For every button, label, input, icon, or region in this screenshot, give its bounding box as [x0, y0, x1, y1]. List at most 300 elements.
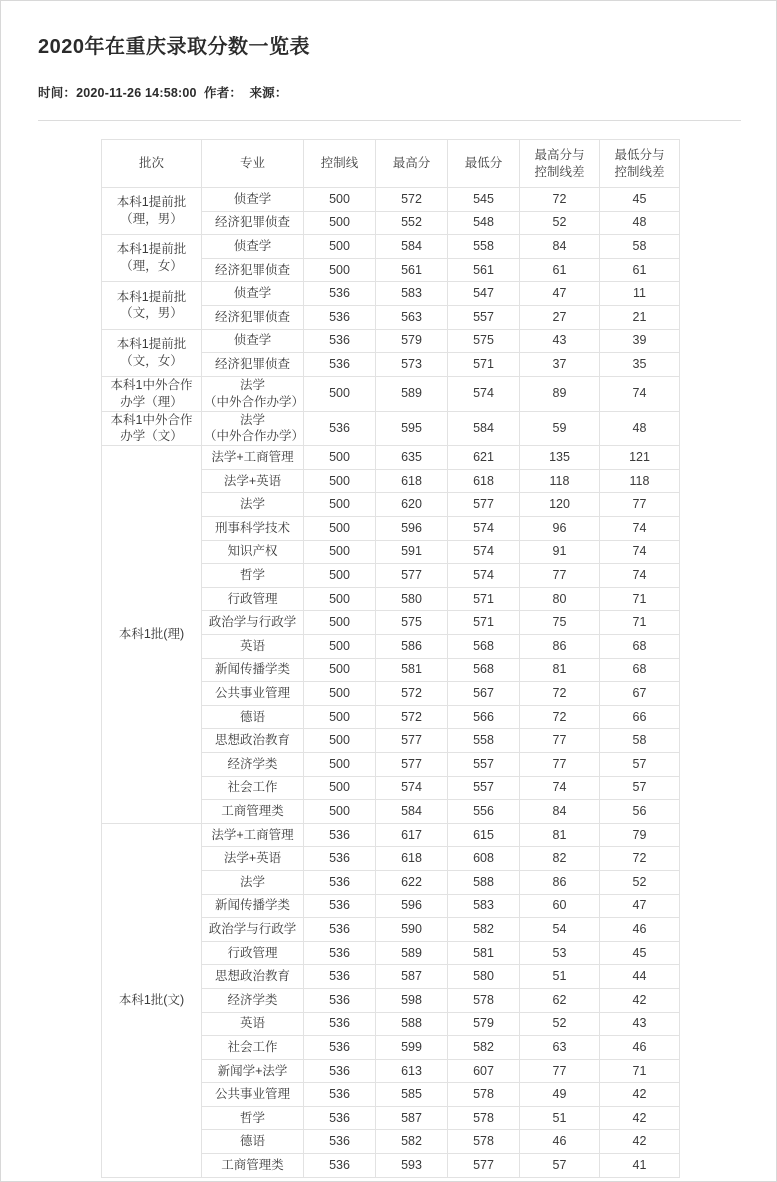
cell-min-score: 578	[448, 988, 520, 1012]
cell-min-score: 578	[448, 1106, 520, 1130]
cell-min-score: 548	[448, 211, 520, 235]
major-line: 经济犯罪侦查	[214, 309, 290, 324]
cell-min-score: 561	[448, 258, 520, 282]
cell-max-score: 620	[376, 493, 448, 517]
cell-max-diff: 63	[520, 1036, 600, 1060]
cell-max-diff: 53	[520, 941, 600, 965]
major-cell	[202, 282, 304, 306]
cell-min-score: 607	[448, 1059, 520, 1083]
cell-control-line: 500	[304, 446, 376, 470]
cell-min-score: 577	[448, 1154, 520, 1178]
cell-control-line: 536	[304, 305, 376, 329]
column-header-min_score	[448, 140, 520, 188]
cell-max-score: 588	[376, 1012, 448, 1036]
cell-min-diff: 74	[600, 564, 680, 588]
cell-min-score: 578	[448, 1083, 520, 1107]
cell-min-score: 618	[448, 469, 520, 493]
major-cell	[202, 705, 304, 729]
cell-max-score: 596	[376, 517, 448, 541]
cell-control-line: 536	[304, 1012, 376, 1036]
cell-min-diff: 39	[600, 329, 680, 353]
cell-min-diff: 74	[600, 517, 680, 541]
cell-min-score: 574	[448, 376, 520, 411]
cell-min-diff: 35	[600, 353, 680, 377]
cell-min-score: 558	[448, 729, 520, 753]
batch-line: 本科1中外合作	[110, 377, 193, 392]
cell-max-score: 591	[376, 540, 448, 564]
column-header-line: 批次	[138, 156, 164, 171]
table-row	[102, 188, 680, 212]
major-cell	[202, 1083, 304, 1107]
major-cell	[202, 211, 304, 235]
cell-max-diff: 43	[520, 329, 600, 353]
cell-min-diff: 57	[600, 752, 680, 776]
cell-min-score: 571	[448, 587, 520, 611]
cell-min-diff: 79	[600, 823, 680, 847]
major-line: 刑事科学技术	[214, 520, 290, 535]
cell-min-diff: 71	[600, 587, 680, 611]
cell-max-score: 575	[376, 611, 448, 635]
cell-max-diff: 59	[520, 411, 600, 446]
cell-min-diff: 74	[600, 376, 680, 411]
major-line: 政治学与行政学	[208, 921, 297, 936]
table-row	[102, 282, 680, 306]
cell-min-score: 581	[448, 941, 520, 965]
major-cell	[202, 988, 304, 1012]
cell-max-diff: 84	[520, 235, 600, 259]
cell-max-score: 584	[376, 235, 448, 259]
cell-min-score: 571	[448, 353, 520, 377]
major-cell	[202, 965, 304, 989]
cell-max-score: 598	[376, 988, 448, 1012]
batch-line: 办学（理）	[120, 394, 183, 409]
table-header	[102, 140, 680, 188]
cell-min-score: 556	[448, 800, 520, 824]
major-line: 法学+工商管理	[211, 827, 294, 842]
batch-line: 本科1批(文)	[118, 992, 185, 1007]
cell-max-diff: 52	[520, 211, 600, 235]
cell-max-score: 561	[376, 258, 448, 282]
cell-control-line: 500	[304, 587, 376, 611]
cell-max-diff: 37	[520, 353, 600, 377]
major-line: 侦查学	[233, 191, 272, 206]
batch-line: 办学（文）	[120, 429, 183, 444]
major-line: 法学	[239, 377, 265, 392]
batch-line: 本科1提前批	[116, 289, 187, 304]
cell-min-diff: 42	[600, 1130, 680, 1154]
cell-max-score: 590	[376, 918, 448, 942]
cell-min-score: 566	[448, 705, 520, 729]
cell-control-line: 536	[304, 847, 376, 871]
cell-min-diff: 121	[600, 446, 680, 470]
cell-min-diff: 72	[600, 847, 680, 871]
major-cell	[202, 729, 304, 753]
cell-control-line: 500	[304, 729, 376, 753]
cell-control-line: 500	[304, 776, 376, 800]
major-line: 法学	[239, 874, 265, 889]
batch-cell	[102, 329, 202, 376]
major-line: 社会工作	[227, 780, 278, 795]
cell-max-diff: 120	[520, 493, 600, 517]
cell-max-score: 577	[376, 752, 448, 776]
table-row	[102, 235, 680, 259]
cell-max-score: 589	[376, 941, 448, 965]
major-line: 新闻传播学类	[214, 898, 290, 913]
cell-max-diff: 62	[520, 988, 600, 1012]
major-line: 思想政治教育	[214, 969, 290, 984]
cell-max-diff: 57	[520, 1154, 600, 1178]
major-line: 侦查学	[233, 333, 272, 348]
table-row	[102, 329, 680, 353]
batch-line: 本科1批(理)	[118, 627, 185, 642]
batch-line: 本科1中外合作	[110, 412, 193, 427]
batch-line: 本科1提前批	[116, 336, 187, 351]
cell-min-diff: 42	[600, 1083, 680, 1107]
major-cell	[202, 305, 304, 329]
major-cell	[202, 658, 304, 682]
major-cell	[202, 376, 304, 411]
major-cell	[202, 353, 304, 377]
cell-min-diff: 42	[600, 988, 680, 1012]
cell-max-score: 579	[376, 329, 448, 353]
cell-control-line: 536	[304, 329, 376, 353]
batch-line: （理，女）	[120, 259, 183, 274]
major-line: （中外合作办学）	[204, 394, 305, 409]
major-cell	[202, 1036, 304, 1060]
cell-control-line: 536	[304, 894, 376, 918]
major-cell	[202, 258, 304, 282]
cell-max-score: 593	[376, 1154, 448, 1178]
cell-max-diff: 77	[520, 729, 600, 753]
cell-min-score: 574	[448, 517, 520, 541]
cell-max-score: 585	[376, 1083, 448, 1107]
batch-cell	[102, 823, 202, 1177]
major-cell	[202, 1012, 304, 1036]
table-header-row	[102, 140, 680, 188]
cell-control-line: 536	[304, 1036, 376, 1060]
cell-control-line: 500	[304, 376, 376, 411]
cell-max-diff: 49	[520, 1083, 600, 1107]
major-line: 知识产权	[227, 544, 278, 559]
column-header-max_score	[376, 140, 448, 188]
cell-control-line: 500	[304, 517, 376, 541]
cell-min-diff: 57	[600, 776, 680, 800]
major-line: 新闻学+法学	[217, 1063, 288, 1078]
cell-min-diff: 61	[600, 258, 680, 282]
cell-control-line: 536	[304, 1154, 376, 1178]
major-cell	[202, 752, 304, 776]
column-header-line: 专业	[239, 156, 265, 171]
cell-max-diff: 77	[520, 564, 600, 588]
cell-control-line: 500	[304, 564, 376, 588]
batch-cell	[102, 411, 202, 446]
cell-min-diff: 45	[600, 188, 680, 212]
cell-max-score: 577	[376, 729, 448, 753]
column-header-line: 最低分与	[614, 147, 665, 162]
major-cell	[202, 776, 304, 800]
column-header-major	[202, 140, 304, 188]
major-line: 经济犯罪侦查	[214, 215, 290, 230]
major-line: 公共事业管理	[214, 1087, 290, 1102]
major-cell	[202, 847, 304, 871]
cell-min-diff: 118	[600, 469, 680, 493]
cell-max-diff: 86	[520, 635, 600, 659]
cell-max-diff: 54	[520, 918, 600, 942]
cell-control-line: 500	[304, 611, 376, 635]
cell-max-score: 589	[376, 376, 448, 411]
batch-line: （理，男）	[120, 212, 183, 227]
major-line: 思想政治教育	[214, 733, 290, 748]
column-header-batch	[102, 140, 202, 188]
major-line: 经济学类	[227, 992, 278, 1007]
cell-max-diff: 81	[520, 823, 600, 847]
cell-max-diff: 52	[520, 1012, 600, 1036]
cell-max-score: 596	[376, 894, 448, 918]
cell-min-diff: 56	[600, 800, 680, 824]
major-cell	[202, 564, 304, 588]
table-row	[102, 446, 680, 470]
cell-min-score: 575	[448, 329, 520, 353]
major-cell	[202, 941, 304, 965]
cell-max-score: 583	[376, 282, 448, 306]
major-line: 行政管理	[227, 591, 278, 606]
cell-max-diff: 77	[520, 752, 600, 776]
column-header-min_diff	[600, 140, 680, 188]
major-line: 经济犯罪侦查	[214, 357, 290, 372]
major-line: （中外合作办学）	[204, 429, 305, 444]
cell-max-score: 572	[376, 705, 448, 729]
cell-max-diff: 89	[520, 376, 600, 411]
cell-max-score: 582	[376, 1130, 448, 1154]
cell-max-diff: 60	[520, 894, 600, 918]
cell-max-diff: 135	[520, 446, 600, 470]
cell-min-diff: 48	[600, 411, 680, 446]
cell-max-score: 635	[376, 446, 448, 470]
major-line: 经济学类	[227, 756, 278, 771]
major-line: 哲学	[239, 568, 265, 583]
cell-control-line: 536	[304, 411, 376, 446]
cell-min-score: 584	[448, 411, 520, 446]
major-line: 法学+英语	[223, 851, 282, 866]
score-table-wrap	[38, 139, 739, 1178]
major-line: 侦查学	[233, 239, 272, 254]
cell-min-score: 583	[448, 894, 520, 918]
cell-max-diff: 27	[520, 305, 600, 329]
table-row	[102, 376, 680, 411]
cell-max-score: 572	[376, 188, 448, 212]
cell-control-line: 536	[304, 353, 376, 377]
cell-min-diff: 58	[600, 235, 680, 259]
cell-max-score: 572	[376, 682, 448, 706]
major-line: 德语	[239, 1134, 265, 1149]
cell-max-score: 587	[376, 965, 448, 989]
major-cell	[202, 1154, 304, 1178]
table-row	[102, 411, 680, 446]
cell-max-score: 563	[376, 305, 448, 329]
cell-min-score: 608	[448, 847, 520, 871]
cell-max-diff: 51	[520, 1106, 600, 1130]
cell-max-diff: 47	[520, 282, 600, 306]
major-line: 政治学与行政学	[208, 615, 297, 630]
cell-control-line: 536	[304, 965, 376, 989]
major-cell	[202, 1130, 304, 1154]
cell-min-diff: 43	[600, 1012, 680, 1036]
cell-min-diff: 48	[600, 211, 680, 235]
cell-min-score: 582	[448, 918, 520, 942]
cell-max-score: 622	[376, 870, 448, 894]
major-line: 法学	[239, 412, 265, 427]
cell-min-diff: 44	[600, 965, 680, 989]
cell-min-diff: 46	[600, 918, 680, 942]
cell-control-line: 500	[304, 800, 376, 824]
cell-min-score: 557	[448, 776, 520, 800]
cell-min-score: 547	[448, 282, 520, 306]
column-header-line: 控制线	[320, 156, 359, 171]
cell-min-score: 588	[448, 870, 520, 894]
cell-control-line: 536	[304, 941, 376, 965]
major-line: 侦查学	[233, 286, 272, 301]
batch-line: （文，女）	[120, 353, 183, 368]
cell-max-score: 552	[376, 211, 448, 235]
major-cell	[202, 517, 304, 541]
cell-min-score: 579	[448, 1012, 520, 1036]
cell-control-line: 500	[304, 705, 376, 729]
major-cell	[202, 682, 304, 706]
cell-min-score: 557	[448, 752, 520, 776]
cell-min-diff: 66	[600, 705, 680, 729]
cell-max-score: 584	[376, 800, 448, 824]
header-divider	[38, 120, 741, 121]
cell-min-diff: 68	[600, 635, 680, 659]
major-cell	[202, 635, 304, 659]
cell-max-diff: 51	[520, 965, 600, 989]
cell-min-score: 568	[448, 658, 520, 682]
cell-min-score: 557	[448, 305, 520, 329]
cell-min-diff: 46	[600, 1036, 680, 1060]
cell-min-score: 580	[448, 965, 520, 989]
table-row	[102, 823, 680, 847]
cell-max-score: 599	[376, 1036, 448, 1060]
cell-min-diff: 45	[600, 941, 680, 965]
cell-min-diff: 77	[600, 493, 680, 517]
cell-min-score: 577	[448, 493, 520, 517]
cell-max-diff: 82	[520, 847, 600, 871]
major-cell	[202, 540, 304, 564]
major-cell	[202, 493, 304, 517]
table-body	[102, 188, 680, 1178]
column-header-line: 最低分	[464, 156, 503, 171]
major-line: 法学+工商管理	[211, 450, 294, 465]
article-meta: 时间：2020-11-26 14:58:00 作者： 来源：	[38, 86, 288, 100]
cell-max-score: 587	[376, 1106, 448, 1130]
cell-max-score: 595	[376, 411, 448, 446]
major-line: 德语	[239, 709, 265, 724]
cell-min-diff: 58	[600, 729, 680, 753]
cell-min-score: 545	[448, 188, 520, 212]
column-header-line: 控制线差	[534, 164, 585, 179]
cell-min-diff: 67	[600, 682, 680, 706]
cell-control-line: 536	[304, 823, 376, 847]
major-line: 社会工作	[227, 1039, 278, 1054]
major-line: 行政管理	[227, 945, 278, 960]
major-line: 哲学	[239, 1110, 265, 1125]
major-cell	[202, 469, 304, 493]
major-line: 经济犯罪侦查	[214, 262, 290, 277]
cell-control-line: 500	[304, 540, 376, 564]
column-header-line: 控制线差	[614, 164, 665, 179]
cell-control-line: 500	[304, 211, 376, 235]
cell-min-diff: 52	[600, 870, 680, 894]
cell-min-diff: 11	[600, 282, 680, 306]
cell-min-score: 567	[448, 682, 520, 706]
cell-max-score: 574	[376, 776, 448, 800]
cell-max-diff: 46	[520, 1130, 600, 1154]
cell-min-diff: 42	[600, 1106, 680, 1130]
major-cell	[202, 1059, 304, 1083]
cell-control-line: 500	[304, 235, 376, 259]
cell-min-diff: 21	[600, 305, 680, 329]
major-cell	[202, 800, 304, 824]
batch-cell	[102, 188, 202, 235]
cell-min-diff: 71	[600, 1059, 680, 1083]
cell-max-score: 581	[376, 658, 448, 682]
major-line: 法学	[239, 497, 265, 512]
cell-min-score: 568	[448, 635, 520, 659]
column-header-max_diff	[520, 140, 600, 188]
major-cell	[202, 446, 304, 470]
page-title: 2020年在重庆录取分数一览表	[38, 36, 310, 58]
cell-max-diff: 84	[520, 800, 600, 824]
cell-control-line: 500	[304, 635, 376, 659]
cell-min-diff: 68	[600, 658, 680, 682]
cell-control-line: 536	[304, 282, 376, 306]
cell-control-line: 536	[304, 1059, 376, 1083]
cell-control-line: 500	[304, 752, 376, 776]
cell-max-diff: 61	[520, 258, 600, 282]
cell-control-line: 500	[304, 658, 376, 682]
cell-min-score: 558	[448, 235, 520, 259]
major-line: 公共事业管理	[214, 686, 290, 701]
cell-control-line: 536	[304, 988, 376, 1012]
cell-min-score: 571	[448, 611, 520, 635]
cell-max-diff: 77	[520, 1059, 600, 1083]
major-cell	[202, 587, 304, 611]
cell-min-score: 578	[448, 1130, 520, 1154]
admission-score-table	[101, 139, 680, 1178]
cell-max-score: 618	[376, 469, 448, 493]
major-cell	[202, 870, 304, 894]
major-cell	[202, 188, 304, 212]
cell-control-line: 536	[304, 1106, 376, 1130]
cell-control-line: 500	[304, 258, 376, 282]
batch-cell	[102, 282, 202, 329]
cell-max-diff: 72	[520, 682, 600, 706]
cell-max-score: 617	[376, 823, 448, 847]
batch-cell	[102, 376, 202, 411]
cell-min-score: 574	[448, 540, 520, 564]
major-line: 工商管理类	[221, 804, 284, 819]
cell-max-score: 580	[376, 587, 448, 611]
major-cell	[202, 823, 304, 847]
major-cell	[202, 235, 304, 259]
major-cell	[202, 411, 304, 446]
cell-control-line: 500	[304, 493, 376, 517]
cell-max-diff: 72	[520, 705, 600, 729]
batch-cell	[102, 446, 202, 824]
cell-min-diff: 47	[600, 894, 680, 918]
cell-max-score: 618	[376, 847, 448, 871]
batch-line: 本科1提前批	[116, 242, 187, 257]
